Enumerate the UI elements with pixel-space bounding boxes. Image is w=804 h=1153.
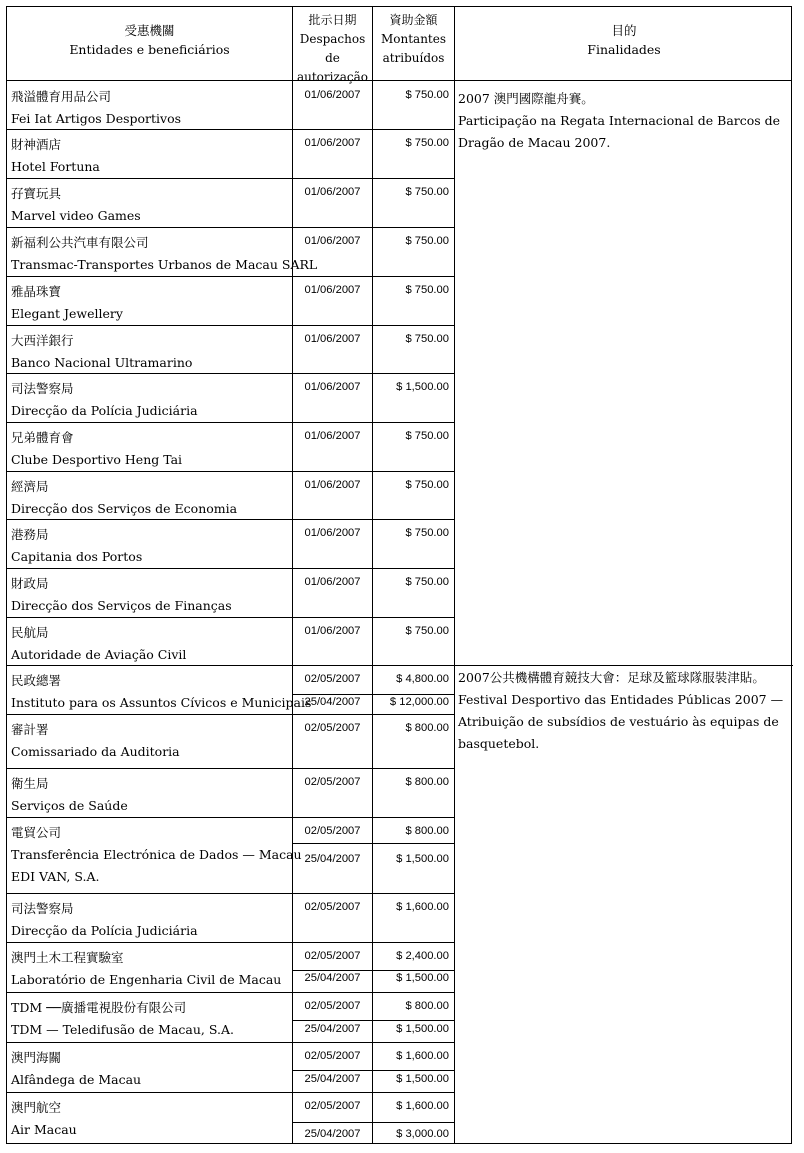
entity-name [11, 573, 291, 617]
entry-divider [293, 970, 454, 971]
amount: $ 1,600.00 [396, 901, 449, 913]
authorization-date: 01/06/2007 [304, 284, 361, 296]
header-date-pt: Despachos de [299, 32, 366, 65]
row-divider [7, 568, 455, 569]
entity-name-zh: 民政總署 [11, 673, 62, 688]
amount: $ 800.00 [405, 1000, 449, 1012]
amount: $ 12,000.00 [389, 696, 449, 708]
purpose-pt: Festival Desportivo das Entidades Públicas 2007 — Atribuição de subsídios de vestuário às equipas de basquetebol. [458, 692, 784, 751]
entity-name-pt: Comissariado da Auditoria [11, 744, 180, 759]
purpose-cell [458, 88, 790, 154]
row-divider [7, 617, 455, 618]
entity-name-pt: Alfândega de Macau [11, 1072, 142, 1087]
entity-name-zh: 港務局 [11, 527, 49, 542]
entity-name-zh: 司法警察局 [11, 381, 74, 396]
amount: $ 1,500.00 [396, 1023, 449, 1035]
amount: $ 750.00 [405, 479, 449, 491]
entity-name-zh: 澳門航空 [11, 1100, 62, 1115]
authorization-date: 01/06/2007 [304, 137, 361, 149]
entry-divider [293, 694, 454, 695]
subsidy-table [6, 6, 792, 1144]
entity-name-zh: 孖寶玩具 [11, 186, 62, 201]
row-divider [7, 1042, 455, 1043]
entity-name-zh: 審計署 [11, 722, 49, 737]
authorization-date: 25/04/2007 [304, 1023, 361, 1035]
entry-divider [293, 843, 454, 844]
authorization-date: 02/05/2007 [304, 722, 361, 734]
authorization-date: 01/06/2007 [304, 89, 361, 101]
entity-name-pt: Transferência Electrónica de Dados — Macau [11, 847, 302, 862]
amount: $ 750.00 [405, 186, 449, 198]
authorization-date: 25/04/2007 [304, 1073, 361, 1085]
row-divider [7, 227, 455, 228]
amount: $ 800.00 [405, 776, 449, 788]
authorization-date: 01/06/2007 [304, 576, 361, 588]
amount: $ 750.00 [405, 333, 449, 345]
authorization-date: 01/06/2007 [304, 381, 361, 393]
amount: $ 1,500.00 [396, 972, 449, 984]
row-divider [7, 1092, 455, 1093]
entity-name [11, 378, 291, 422]
entity-name [11, 622, 291, 666]
header-amount-pt: atribuídos [382, 51, 445, 65]
entity-name-pt: Hotel Fortuna [11, 159, 100, 174]
purpose-zh: 2007 澳門國際龍舟賽。 [458, 91, 594, 106]
authorization-date: 01/06/2007 [304, 527, 361, 539]
entity-name [11, 1047, 291, 1091]
entry-divider [293, 1070, 454, 1071]
header-entities [7, 21, 292, 59]
entity-name-zh: 大西洋銀行 [11, 333, 74, 348]
entity-name-zh: 經濟局 [11, 479, 49, 494]
entity-name-pt: Direcção dos Serviços de Finanças [11, 598, 232, 613]
header-purpose-pt: Finalidades [587, 42, 661, 57]
entity-name-pt: Capitania dos Portos [11, 549, 143, 564]
entity-name [11, 476, 291, 520]
entity-name [11, 134, 291, 178]
authorization-date: 01/06/2007 [304, 235, 361, 247]
authorization-date: 02/05/2007 [304, 901, 361, 913]
amount: $ 800.00 [405, 825, 449, 837]
row-divider [7, 817, 455, 818]
entity-name-pt: Laboratório de Engenharia Civil de Macau [11, 972, 282, 987]
entity-name-pt: TDM — Teledifusão de Macau, S.A. [11, 1022, 234, 1037]
row-divider [7, 325, 455, 326]
entity-name [11, 822, 302, 888]
entity-name [11, 773, 291, 817]
header-divider [7, 80, 791, 81]
authorization-date: 01/06/2007 [304, 430, 361, 442]
authorization-date: 02/05/2007 [304, 673, 361, 685]
entity-name [11, 898, 291, 942]
row-divider [7, 178, 455, 179]
entity-name-zh: 司法警察局 [11, 901, 74, 916]
amount: $ 4,800.00 [396, 673, 449, 685]
header-date-pt: autorização [296, 70, 369, 84]
row-divider [7, 519, 455, 520]
entity-name [11, 524, 291, 568]
entity-name-zh: TDM ──廣播電視股份有限公司 [11, 1000, 187, 1015]
amount: $ 1,500.00 [396, 1073, 449, 1085]
entity-name-zh: 民航局 [11, 625, 49, 640]
row-divider [7, 471, 455, 472]
amount: $ 800.00 [405, 722, 449, 734]
amount: $ 750.00 [405, 235, 449, 247]
entity-name-pt: EDI VAN, S.A. [11, 869, 100, 884]
header-purpose [455, 21, 793, 59]
entity-name-pt: Transmac-Transportes Urbanos de Macau SARL [11, 257, 318, 272]
amount: $ 1,500.00 [396, 381, 449, 393]
row-divider [7, 768, 455, 769]
purpose-zh: 2007公共機構體育競技大會：足球及籃球隊服裝津貼。 [458, 670, 765, 685]
amount: $ 750.00 [405, 527, 449, 539]
authorization-date: 01/06/2007 [304, 333, 361, 345]
row-divider [7, 422, 455, 423]
authorization-date: 01/06/2007 [304, 186, 361, 198]
amount: $ 1,600.00 [396, 1100, 449, 1112]
row-divider [7, 942, 455, 943]
entity-name-pt: Serviços de Saúde [11, 798, 128, 813]
entity-name-pt: Fei Iat Artigos Desportivos [11, 111, 182, 126]
header-amount [373, 11, 454, 68]
authorization-date: 02/05/2007 [304, 950, 361, 962]
entity-name [11, 183, 291, 227]
purpose-pt: Participação na Regata Internacional de Barcos de Dragão de Macau 2007. [458, 113, 781, 150]
entity-name-pt: Clube Desportivo Heng Tai [11, 452, 183, 467]
entity-name-pt: Direcção da Polícia Judiciária [11, 923, 198, 938]
entity-name [11, 232, 318, 276]
entity-name [11, 86, 291, 130]
amount: $ 1,500.00 [396, 853, 449, 865]
amount: $ 750.00 [405, 576, 449, 588]
header-purpose-zh: 目的 [611, 23, 637, 38]
authorization-date: 02/05/2007 [304, 1100, 361, 1112]
row-divider [7, 714, 455, 715]
entity-name-pt: Air Macau [11, 1122, 77, 1137]
entity-name-pt: Elegant Jewellery [11, 306, 123, 321]
row-divider [7, 893, 455, 894]
amount: $ 750.00 [405, 137, 449, 149]
entity-name-zh: 衛生局 [11, 776, 49, 791]
row-divider [7, 992, 455, 993]
entity-name-zh: 澳門土木工程實驗室 [11, 950, 124, 965]
entity-name [11, 997, 291, 1041]
row-divider [7, 129, 455, 130]
amount: $ 3,000.00 [396, 1128, 449, 1140]
header-amount-zh: 資助金額 [389, 13, 438, 27]
entity-name [11, 1097, 291, 1141]
amount: $ 1,600.00 [396, 1050, 449, 1062]
purpose-cell [458, 667, 790, 755]
entity-name-zh: 兄弟體育會 [11, 430, 74, 445]
entity-name-pt: Direcção da Polícia Judiciária [11, 403, 198, 418]
header-amount-pt: Montantes [380, 32, 447, 46]
amount: $ 750.00 [405, 625, 449, 637]
authorization-date: 02/05/2007 [304, 825, 361, 837]
authorization-date: 01/06/2007 [304, 479, 361, 491]
authorization-date: 25/04/2007 [304, 853, 361, 865]
entity-name-pt: Marvel video Games [11, 208, 141, 223]
entity-name-pt: Banco Nacional Ultramarino [11, 355, 193, 370]
row-divider [7, 665, 793, 666]
entity-name-pt: Instituto para os Assuntos Cívicos e Municipais [11, 695, 312, 710]
entity-name-zh: 電貿公司 [11, 825, 62, 840]
entity-name [11, 427, 291, 471]
header-entities-zh: 受惠機關 [124, 23, 175, 38]
row-divider [7, 373, 455, 374]
entity-name-zh: 雅晶珠寶 [11, 284, 62, 299]
entity-name [11, 719, 291, 763]
amount: $ 2,400.00 [396, 950, 449, 962]
authorization-date: 01/06/2007 [304, 625, 361, 637]
authorization-date: 02/05/2007 [304, 776, 361, 788]
authorization-date: 02/05/2007 [304, 1050, 361, 1062]
entity-name-zh: 財政局 [11, 576, 49, 591]
authorization-date: 02/05/2007 [304, 1000, 361, 1012]
entry-divider [293, 1122, 454, 1123]
entity-name [11, 670, 312, 714]
entry-divider [293, 1020, 454, 1021]
header-date-zh: 批示日期 [308, 13, 357, 27]
header-date [293, 11, 372, 87]
entity-name [11, 281, 291, 325]
entity-name-zh: 飛溢體育用品公司 [11, 89, 112, 104]
header-entities-pt: Entidades e beneficiários [69, 42, 230, 57]
amount: $ 750.00 [405, 89, 449, 101]
amount: $ 750.00 [405, 284, 449, 296]
entity-name-pt: Direcção dos Serviços de Economia [11, 501, 238, 516]
entity-name [11, 947, 291, 991]
entity-name-pt: Autoridade de Aviação Civil [11, 647, 187, 662]
entity-name-zh: 財神酒店 [11, 137, 62, 152]
authorization-date: 25/04/2007 [304, 696, 361, 708]
entity-name [11, 330, 291, 374]
row-divider [7, 276, 455, 277]
authorization-date: 25/04/2007 [304, 972, 361, 984]
authorization-date: 25/04/2007 [304, 1128, 361, 1140]
entity-name-zh: 新福利公共汽車有限公司 [11, 235, 149, 250]
amount: $ 750.00 [405, 430, 449, 442]
entity-name-zh: 澳門海關 [11, 1050, 62, 1065]
